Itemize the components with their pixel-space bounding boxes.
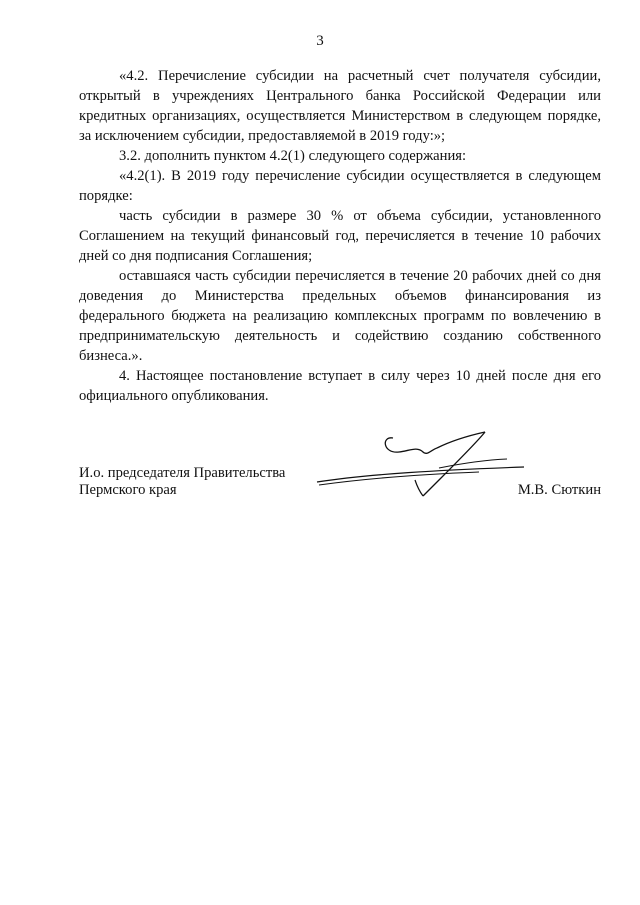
signer-name: М.В. Сюткин (517, 482, 601, 498)
handwritten-signature (309, 430, 539, 500)
paragraph-4-2-1: «4.2(1). В 2019 году перечисление субсидии осуществляется в следующем порядке: (79, 168, 601, 204)
page-number: 3 (316, 33, 324, 49)
document-body (79, 66, 601, 406)
signer-position-line1: И.о. председателя Правительства (79, 465, 286, 481)
paragraph-4-effective: 4. Настоящее постановление вступает в силу через 10 дней после дня его официального опубликования. (79, 368, 601, 404)
signer-position-line2: Пермского края (79, 482, 177, 498)
signer-position (79, 465, 285, 499)
paragraph-4-2: «4.2. Перечисление субсидии на расчетный счет получателя субсидии, открытый в учреждениях Центрального банка Российской Федерации или кредитных организациях, осуществляется Министерством в следующем порядке, за исключением субсидии, предоставляемой в 2019 году:»; (79, 68, 601, 144)
paragraph-remaining-part: оставшаяся часть субсидии перечисляется в течение 20 рабочих дней со дня доведения до Министерства предельных объемов финансирования из федерального бюджета на реализацию комплексных программ по вовлечению в предпринимательскую деятельность и содействию созданию собственного бизнеса.». (79, 268, 601, 364)
paragraph-first-part: часть субсидии в размере 30 % от объема субсидии, установленного Соглашением на текущий финансовый год, перечисляется в течение 10 рабочих дней со дня подписания Соглашения; (79, 208, 601, 264)
signature-block (79, 465, 601, 525)
paragraph-3-2: 3.2. дополнить пунктом 4.2(1) следующего содержания: (119, 148, 467, 164)
